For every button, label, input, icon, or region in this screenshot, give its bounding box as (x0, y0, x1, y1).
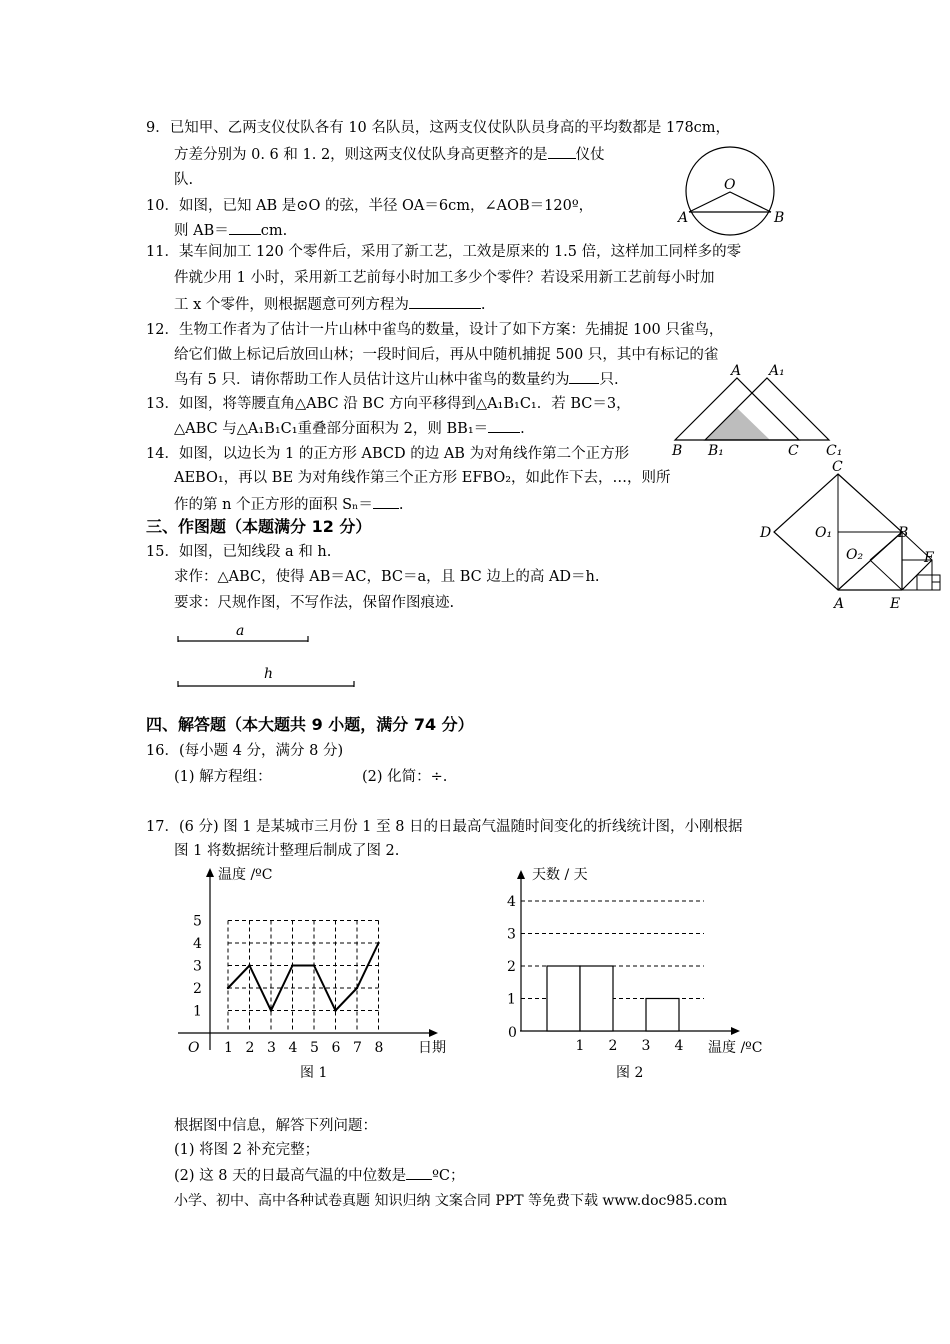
figure2-xtick-3: 3 (641, 1038, 651, 1054)
label-d: D (760, 525, 772, 541)
q9-line1: 9．已知甲、乙两支仪仗队各有 10 名队员，这两支仪仗队队员身高的平均数都是 178cm， (146, 120, 731, 136)
q15-line1: 15．如图，已知线段 a 和 h. (146, 544, 332, 560)
q16-part2: (2) 化简：÷. (362, 769, 448, 785)
label-b: B (672, 443, 683, 459)
figure2-ytick-4: 4 (507, 894, 516, 910)
q14-line2: AEBO₁，再以 BE 为对角线作第三个正方形 EFBO₂，如此作下去，…，则所 (174, 470, 671, 486)
label-o1: O₁ (815, 525, 833, 541)
figure1-xtick-7: 7 (353, 1040, 362, 1056)
figure2-ytick-0: 0 (508, 1025, 517, 1041)
q17-line2: 图 1 将数据统计整理后制成了图 2. (174, 843, 400, 859)
label-a: A (731, 363, 742, 379)
q11-answer-blank[interactable] (409, 294, 481, 309)
figure1-xtick-1: 1 (224, 1040, 233, 1056)
q17-after2: (1) 将图 2 补充完整； (174, 1142, 320, 1158)
figure2-y-arrow (517, 870, 525, 879)
figure1-ytick-3: 3 (193, 958, 202, 975)
figure1-ytick-2: 2 (193, 981, 202, 997)
label-o2: O₂ (846, 547, 864, 563)
label-a1: A₁ (769, 363, 785, 379)
label-c: C (832, 459, 843, 475)
figure1-xtick-8: 8 (374, 1040, 384, 1056)
figure2-bar-2 (580, 966, 613, 1031)
figure2-bar-1 (547, 966, 580, 1031)
figure2-bar-chart (500, 860, 780, 1090)
footer-text: 小学、初中、高中各种试卷真题 知识归纳 文案合同 PPT 等免费下载 www.doc985.com (174, 1193, 728, 1209)
q11-line2: 件就少用 1 小时，采用新工艺前每小时加工多少个零件？若设采用新工艺前每小时加 (174, 270, 715, 286)
q14-answer-blank[interactable] (373, 494, 399, 509)
figure2-y-label: 天数 / 天 (532, 867, 588, 883)
figure1-grid (228, 921, 379, 1034)
q16-part1: (1) 解方程组： (174, 769, 272, 785)
figure2-xtick-1: 1 (575, 1038, 585, 1054)
figure2-caption: 图 2 (616, 1065, 644, 1081)
figure1-xtick-3: 3 (267, 1040, 276, 1056)
figure2-x-arrow (731, 1027, 740, 1035)
q10-circle-figure (678, 146, 785, 236)
q12-line3: 鸟有 5 只．请你帮助工作人员估计这片山林中雀鸟的数量约为 只. (174, 369, 619, 390)
label-f: F (924, 550, 934, 566)
q10-line2: 则 AB＝ cm. (174, 220, 287, 241)
figure1-point-3 (270, 1009, 272, 1011)
figure2-ytick-1: 1 (507, 991, 516, 1008)
q12-line2: 给它们做上标记后放回山林；一段时间后，再从中随机捕捉 500 只，其中有标记的雀 (174, 347, 719, 363)
label-a: A (678, 210, 689, 226)
section-4-heading: 四、解答题（本大题共 9 小题，满分 74 分） (146, 715, 474, 734)
label-e: E (890, 596, 901, 612)
label-o: O (724, 177, 736, 193)
q15-line3: 要求：尺规作图，不写作法，保留作图痕迹. (174, 595, 455, 611)
q12-answer-blank[interactable] (569, 369, 599, 384)
figure1-y-arrow (206, 868, 214, 877)
label-c: C (788, 443, 799, 459)
q15-line2: 求作：△ABC，使得 AB＝AC，BC＝a，且 BC 边上的高 AD＝h. (174, 569, 600, 585)
q17-line1: 17．(6 分) 图 1 是某城市三月份 1 至 8 日的日最高气温随时间变化的折线统计图，小刚根据 (146, 819, 743, 835)
q11-line1: 11．某车间加工 120 个零件后，采用了新工艺，工效是原来的 1.5 倍，这样加工同样多的零 (146, 244, 742, 260)
figure1-ytick-1: 1 (193, 1003, 202, 1020)
figure1-xtick-4: 4 (288, 1040, 298, 1056)
figure2-x-label: 温度 /ºC (708, 1040, 763, 1056)
q9-line3: 队. (174, 172, 194, 188)
q9-answer-blank[interactable] (548, 144, 576, 159)
figure1-line-chart (170, 860, 470, 1090)
label-b: B (898, 525, 909, 541)
q13-line2: △ABC 与△A₁B₁C₁重叠部分面积为 2，则 BB₁＝ . (174, 418, 525, 439)
figure1-temperature-line (228, 943, 379, 1011)
figure1-point-2 (248, 964, 250, 966)
figure2-ytick-3: 3 (507, 926, 516, 943)
segment-h-label: h (264, 666, 274, 682)
figure1-point-7 (356, 987, 358, 989)
figure1-xtick-2: 2 (245, 1040, 255, 1056)
segment-a-label: a (236, 623, 245, 639)
figure1-point-6 (334, 1009, 336, 1011)
figure1-xtick-5: 5 (310, 1040, 319, 1056)
radii-oa-ob (689, 192, 771, 212)
figure2-xtick-4: 4 (674, 1038, 684, 1054)
figure1-ytick-4: 4 (193, 936, 202, 952)
q17-after3: (2) 这 8 天的日最高气温的中位数是 ºC； (174, 1165, 465, 1186)
figure2-xtick-2: 2 (608, 1038, 618, 1054)
figure1-point-8 (377, 942, 379, 944)
figure1-xtick-6: 6 (331, 1040, 341, 1056)
q9-line2: 方差分别为 0. 6 和 1. 2，则这两支仪仗队身高更整齐的是 仪仗 (174, 144, 605, 165)
q13-line1: 13．如图，将等腰直角△ABC 沿 BC 方向平移得到△A₁B₁C₁．若 BC＝3， (146, 396, 631, 412)
q13-translated-triangles-figure (670, 362, 850, 462)
q17-after1: 根据图中信息，解答下列问题： (174, 1118, 377, 1134)
q11-line3: 工 x 个零件，则根据题意可列方程为 . (174, 294, 486, 315)
q12-line1: 12．生物工作者为了估计一片山林中雀鸟的数量，设计了如下方案：先捕捉 100 只雀鸟， (146, 322, 724, 338)
figure1-ytick-5: 5 (193, 913, 202, 930)
figure1-x-arrow (429, 1029, 438, 1037)
label-a: A (834, 596, 845, 612)
figure2-bar-4 (646, 999, 679, 1032)
q13-answer-blank[interactable] (488, 418, 520, 433)
segment-a-figure (176, 620, 316, 646)
q10-answer-blank[interactable] (229, 220, 261, 235)
q14-line3: 作的第 n 个正方形的面积 Sₙ＝ . (174, 494, 403, 515)
figure1-point-1 (227, 987, 229, 989)
figure1-y-label: 温度 /ºC (218, 867, 273, 883)
q10-line1: 10．如图，已知 AB 是⊙O 的弦，半径 OA＝6cm，∠AOB＝120º， (146, 198, 594, 214)
square-fourth (917, 575, 932, 590)
figure1-point-4 (291, 964, 293, 966)
figure1-point-5 (313, 964, 315, 966)
section-3-heading: 三、作图题（本题满分 12 分） (146, 517, 372, 536)
figure1-origin: O (188, 1040, 200, 1056)
q17-median-blank[interactable] (406, 1165, 432, 1180)
label-c1: C₁ (826, 443, 843, 459)
q14-line1: 14．如图，以边长为 1 的正方形 ABCD 的边 AB 为对角线作第二个正方形 (146, 446, 630, 462)
label-b: B (774, 210, 785, 226)
overlap-region (705, 408, 770, 440)
figure1-x-label: 日期 (418, 1040, 446, 1056)
figure1-caption: 图 1 (300, 1065, 328, 1081)
segment-o2e (870, 560, 902, 590)
label-b1: B₁ (708, 443, 724, 459)
q16-line1: 16．(每小题 4 分，满分 8 分) (146, 743, 344, 759)
figure2-ytick-2: 2 (507, 959, 516, 975)
segment-h-figure (176, 663, 361, 691)
q14-nested-squares-figure (756, 456, 946, 616)
